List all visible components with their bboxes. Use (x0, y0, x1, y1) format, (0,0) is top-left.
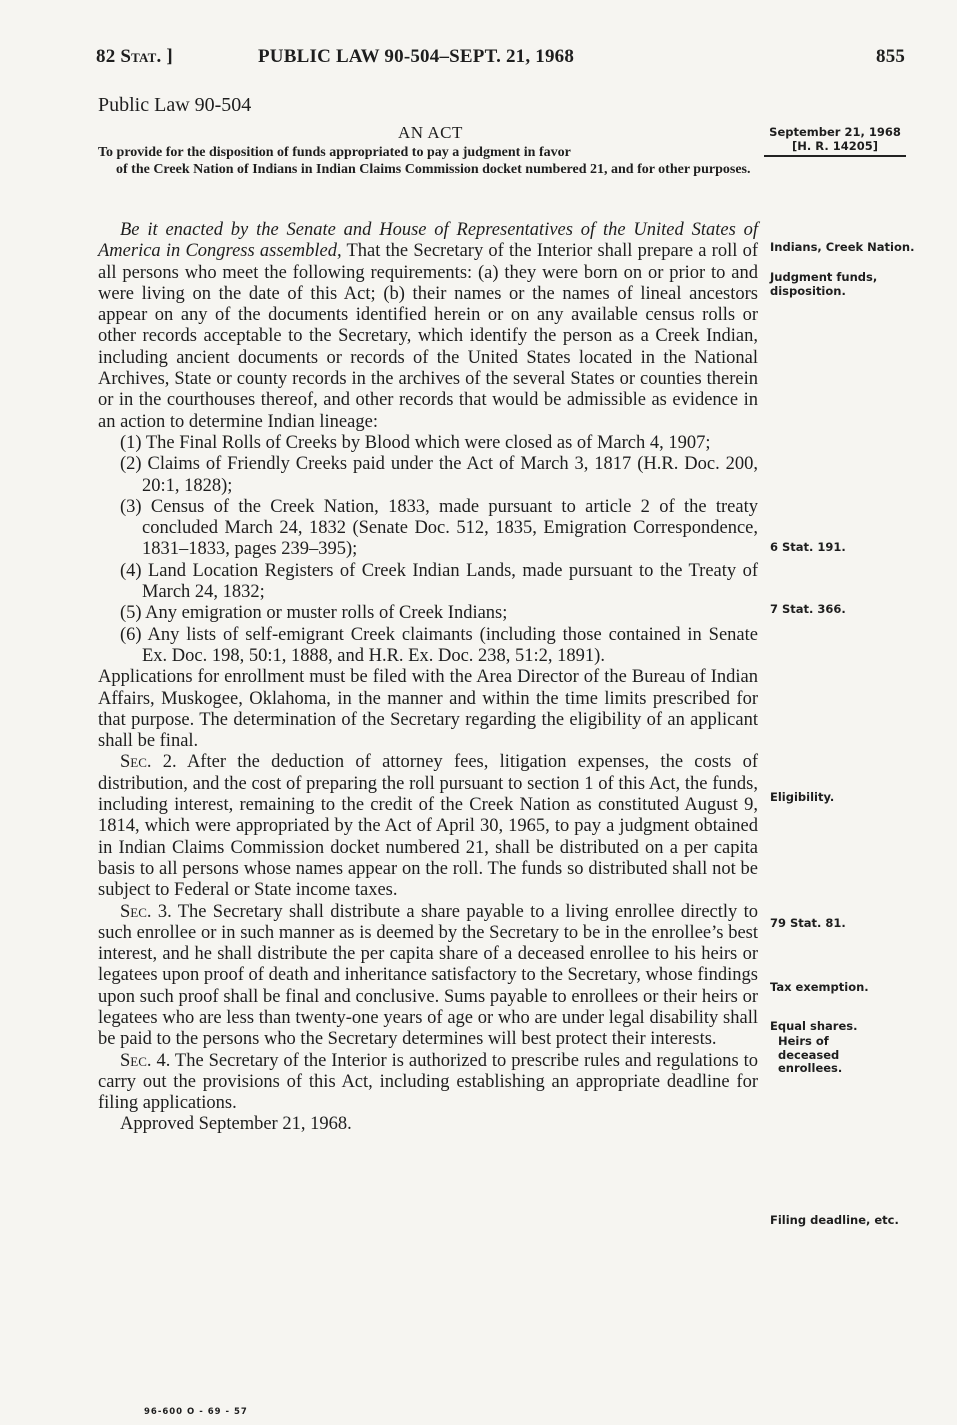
list-item-6: (6) Any lists of self-emigrant Creek claimants (including those contained in Senate Ex. Doc. 198, 50:1, 1888, and H.R. Ex. Doc. 238, 51:2, 1891). (120, 624, 758, 666)
section-4-text: The Secretary of the Interior is authorized to prescribe rules and regulations to carry out the provisions of this Act, including establishing an appropriate deadline for filing applications. (98, 1050, 758, 1114)
page-number: 855 (876, 46, 906, 67)
date-block (764, 125, 906, 157)
section-2-paragraph (98, 752, 758, 901)
list-item-3: (3) Census of the Creek Nation, 1833, made pursuant to article 2 of the treaty concluded March 24, 1832 (Senate Doc. 512, 1835, Emigration Correspondence, 1831–1833, pages 239–395); (120, 496, 758, 560)
section-3-label: Sec. 3. (120, 901, 172, 922)
section-4-paragraph (98, 1051, 758, 1115)
list-item-5: (5) Any emigration or muster rolls of Creek Indians; (120, 603, 508, 624)
margin-note-judgment: Judgment funds, disposition. (770, 270, 878, 298)
act-body (98, 220, 758, 1136)
margin-note-7-stat: 7 Stat. 366. (770, 602, 846, 616)
section-4-label: Sec. 4. (120, 1050, 171, 1071)
margin-note-filing: Filing deadline, etc. (770, 1213, 899, 1227)
margin-note-indians: Indians, Creek Nation. (770, 240, 915, 254)
bill-number: [H. R. 14205] (764, 139, 906, 157)
approval-date: September 21, 1968 (769, 125, 901, 139)
section-3-text: The Secretary shall distribute a share payable to a living enrollee directly to such enrollee or in such manner as is deemed by the Secretary to be in the enrollee’s best interest, and he shall distribute the per capita share of a deceased enrollee to his heirs or legatees upon proof of death and inheritance satisfactory to the Secretary, whose findings upon such proof shall be final and conclusive. Sums payable to enrollees or their heirs or legatees who are less than twenty-one years of age or who are under legal disability shall be paid to the persons who the Secretary determines will best protect their interests. (98, 901, 758, 1050)
margin-note-tax-exemption: Tax exemption. (770, 980, 869, 994)
enacting-clause: Be it enacted by the Senate and House of Representatives of the United States of America in Congress assembled, (98, 220, 758, 262)
section-2-text: After the deduction of attorney fees, litigation expenses, the costs of distribution, and the cost of preparing the roll pursuant to section 1 of this Act, the funds, including interest, remaining to the credit of the Creek Nation as constituted August 9, 1814, which were appropriated by the Act of April 30, 1965, to pay a judgment obtained in Indian Claims Commission docket numbered 21, shall be distributed on a per capita basis to all persons whose names appear on the roll. The funds so distributed shall not be subject to Federal or State income taxes. (98, 752, 758, 901)
margin-note-equal-shares: Equal shares. (770, 1019, 858, 1033)
approved-line: Approved September 21, 1968. (120, 1114, 352, 1135)
running-header-title: PUBLIC LAW 90-504–SEPT. 21, 1968 (258, 46, 575, 67)
list-item-4: (4) Land Location Registers of Creek Indian Lands, made pursuant to the Treaty of March 24, 1832; (120, 560, 758, 603)
print-code-footer: 96-600 O - 69 - 57 (144, 1407, 248, 1417)
public-law-label: Public Law 90-504 (98, 94, 252, 116)
section-1-paragraph (98, 220, 758, 433)
act-title: AN ACT (398, 123, 463, 142)
list-item-1: (1) The Final Rolls of Creeks by Blood which were closed as of March 4, 1907; (120, 432, 711, 453)
list-item-2: (2) Claims of Friendly Creeks paid under the Act of March 3, 1817 (H.R. Doc. 200, 20:1, 1828); (120, 454, 758, 496)
stat-reference-header: 82 Stat. ] (96, 46, 173, 67)
section-2-label: Sec. 2. (120, 752, 177, 773)
section-1-text: That the Secretary of the Interior shall prepare a roll of all persons who meet the following requirements: (a) they were born on or prior to and were living on the date of this Act; (b) their names or the names of lineal ancestors appear on any of the documents identified herein or on any available census rolls or other records acceptable to the Secretary, which identify the person as a Creek Indian, including ancient documents or records of the United States located in the National Archives, State or county records in the archives of the several States or counties therein or in the courthouses thereof, and other records that would be admissible as evidence in an action to determine Indian lineage: (98, 241, 758, 432)
margin-note-heirs: Heirs of deceased enrollees. (778, 1034, 843, 1075)
applications-paragraph: Applications for enrollment must be filed with the Area Director of the Bureau of Indian Affairs, Muskogee, Oklahoma, in the manner and within the time limits prescribed for that purpose. The determination of the Secretary regarding the eligibility of an applicant shall be final. (98, 667, 758, 752)
margin-note-eligibility: Eligibility. (770, 790, 835, 804)
section-3-paragraph (98, 902, 758, 1051)
margin-note-6-stat: 6 Stat. 191. (770, 540, 846, 554)
purpose-continuation: of the Creek Nation of Indians in Indian Claims Commission docket numbered 21, and for other purposes. (116, 161, 751, 177)
purpose-first-line: To provide for the disposition of funds appropriated to pay a judgment in favor (98, 145, 571, 160)
margin-note-79-stat: 79 Stat. 81. (770, 916, 846, 930)
act-purpose (98, 145, 758, 178)
